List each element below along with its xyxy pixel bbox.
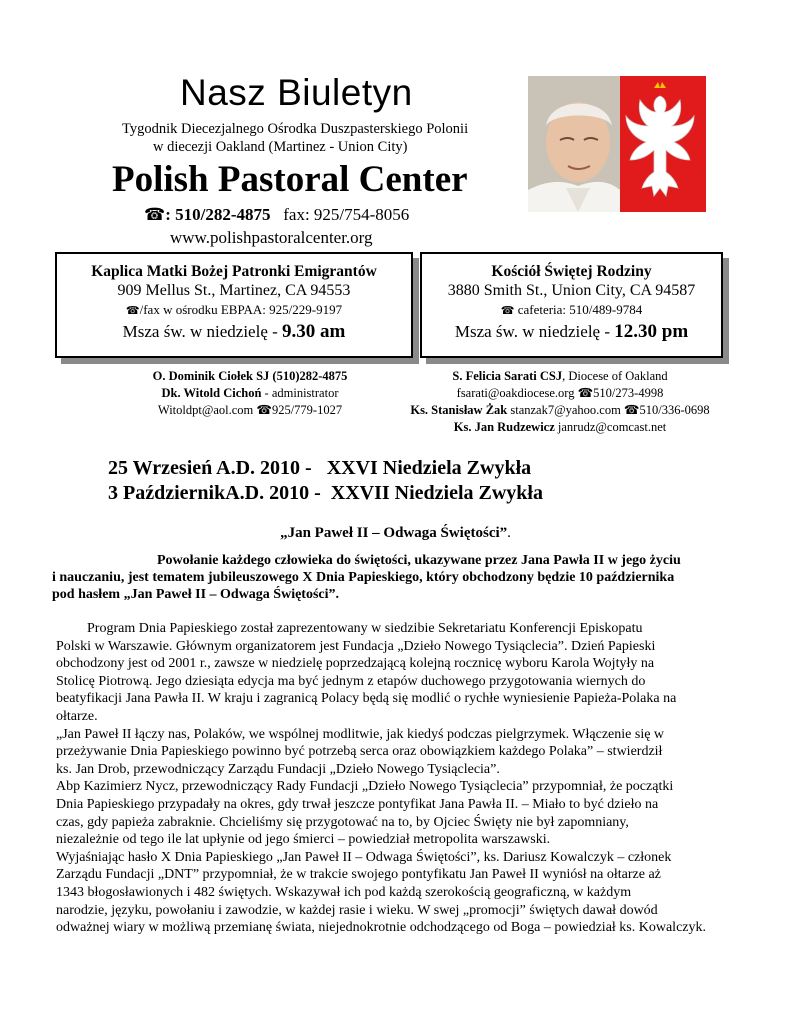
body-line: Abp Kazimierz Nycz, przewodniczący Rady Fundacji „Dzieło Nowego Tysiąclecia” przypomniał, że początki: [56, 779, 674, 795]
chapel-address: 909 Mellus St., Martinez, CA 94553: [117, 282, 351, 299]
body-line: Polski w Warszawie. Głównym organizatorem jest Fundacja „Dzieło Nowego Tysiąclecia”. Dzień Papieski: [56, 638, 656, 654]
church-phone: ☎ cafeteria: 510/489-9784: [500, 302, 643, 317]
body-line: Program Dnia Papieskiego został zaprezentowany w siedzibie Sekretariatu Konferencji Episkopatu: [87, 621, 643, 636]
contact-priest: O. Dominik Ciołek SJ (510)282-4875: [152, 369, 348, 383]
body-line: niezależnie od tego ile lat upłynie od jego śmierci – powiedział metropolita warszawski.: [56, 832, 551, 848]
portrait-with-polish-eagle-icon: [528, 76, 706, 212]
fax-number: fax: 925/754-8056: [283, 205, 410, 224]
contact-deacon: Dk. Witold Cichoń - administrator: [161, 386, 339, 400]
body-line: Zarządu Fundacji „DNT” przypomniał, że w trakcie swojego pontyfikatu Jan Paweł II wyniósł na ołtarze aż: [56, 867, 661, 883]
phone-icon: ☎: [125, 305, 140, 317]
contact-email-phone[interactable]: Witoldpt@aol.com ☎925/779-1027: [157, 403, 343, 417]
contact-sister: S. Felicia Sarati CSJ, Diocese of Oakland: [452, 369, 668, 383]
subtitle-line-2: w diecezji Oakland (Martinez - Union City): [153, 139, 408, 155]
contact-sister-email[interactable]: fsarati@oakdiocese.org ☎510/273-4998: [456, 386, 664, 400]
bulletin-title: Nasz Biuletyn: [180, 72, 413, 113]
center-name: Polish Pastoral Center: [112, 159, 468, 200]
body-line: przeżywanie Dnia Papieskiego powinno być potrzebą serca oraz obowiązkiem każdego Polaka” – stwierdził: [56, 744, 663, 760]
subtitle-line-1: Tygodnik Diecezjalnego Ośrodka Duszpasterskiego Polonii: [122, 121, 469, 137]
date-line-2: 3 PaździernikA.D. 2010 - XXVII Niedziela Zwykła: [108, 482, 543, 504]
body-line: ołtarze.: [56, 708, 98, 724]
lead-line: pod hasłem „Jan Paweł II – Odwaga Świętości”.: [52, 587, 340, 602]
chapel-name: Kaplica Matki Bożej Patronki Emigrantów: [91, 263, 377, 280]
body-line: ks. Jan Drob, przewodniczący Zarządu Fundacji „Dzieło Nowego Tysiąclecia”.: [56, 761, 500, 777]
lead-line: Powołanie każdego człowieka do świętości, ukazywane przez Jana Pawła II w jego życiu: [157, 553, 681, 568]
body-line: Wyjaśniając hasło X Dnia Papieskiego „Jan Paweł II – Odwaga Świętości”, ks. Dariusz Kowalczyk – członek: [56, 849, 672, 865]
website-url[interactable]: www.polishpastoralcenter.org: [170, 228, 373, 247]
body-line: odważnej wiary w możliwą przemianę świata, niejednokrotnie odchodzącego od Boga – powiedział ks. Kowalczyk.: [56, 920, 707, 936]
church-info-box: [420, 252, 723, 358]
chapel-info-box: [55, 252, 413, 358]
body-line: Dnia Papieskiego przypadały na okres, gdy trwał jeszcze pontyfikat Jana Pawła II. – Miało to być dzieło na: [56, 796, 659, 812]
church-mass-time: Msza św. w niedzielę - 12.30 pm: [454, 321, 689, 342]
article-lead: [52, 552, 752, 603]
contacts-left: [85, 368, 415, 419]
phone-fax-line: [144, 205, 409, 225]
body-line: narodzie, języku, powołaniu i zawodzie, w każdej rasie i wieku. W swej „promocji” świętych dawał dowód: [56, 902, 658, 918]
phone-icon: ☎: [500, 305, 515, 317]
body-line: obchodzony jest od 2001 r., zawsze w niedzielę poprzedzającą kolejną rocznicę wyboru Karola Wojtyły na: [56, 656, 655, 672]
body-line: beatyfikacji Jana Pawła II. W kraju i zagranicą Polacy będą się modlić o rychłe wyniesienie Papieża-Polaka na: [56, 691, 677, 707]
phone-number: : 510/282-4875: [165, 205, 271, 224]
church-name: Kościół Świętej Rodziny: [491, 263, 652, 280]
article-body: [56, 620, 782, 937]
chapel-phone: ☎/fax w ośrodku EBPAA: 925/229-9197: [125, 302, 343, 317]
body-line: 1343 błogosławionych i 482 świętych. Wskazywał ich pod każdą szerokością geograficzną, w każdym: [56, 884, 632, 900]
body-line: „Jan Paweł II łączy nas, Polaków, we wspólnej modlitwie, jak kiedyś podczas pielgrzymek. Włączenie się w: [56, 726, 665, 742]
church-address: 3880 Smith St., Union City, CA 94587: [447, 282, 696, 299]
body-line: Stolicę Piotrową. Jego dziesiąta edycja ma być jednym z etapów duchowego przygotowania wiernych do: [56, 673, 646, 689]
body-line: czas, gdy papieża zabraknie. Chcieliśmy się przygotować na to, by Ojciec Święty nie był zapomniany,: [56, 814, 629, 830]
article-headline: „Jan Paweł II – Odwaga Świętości”.: [280, 525, 511, 541]
pope-photo: [528, 76, 706, 212]
contacts-right: [390, 368, 730, 436]
contact-priest-rudzewicz[interactable]: Ks. Jan Rudzewicz janrudz@comcast.net: [453, 420, 667, 434]
date-line-1: 25 Wrzesień A.D. 2010 - XXVI Niedziela Zwykła: [108, 457, 532, 479]
contact-priest-zak[interactable]: Ks. Stanisław Żak stanzak7@yahoo.com ☎510/336-0698: [410, 403, 710, 417]
lead-line: i nauczaniu, jest tematem jubileuszowego X Dnia Papieskiego, który obchodzony będzie 10 października: [52, 570, 675, 585]
chapel-mass-time: Msza św. w niedzielę - 9.30 am: [122, 321, 346, 342]
phone-icon: ☎: [144, 205, 166, 224]
